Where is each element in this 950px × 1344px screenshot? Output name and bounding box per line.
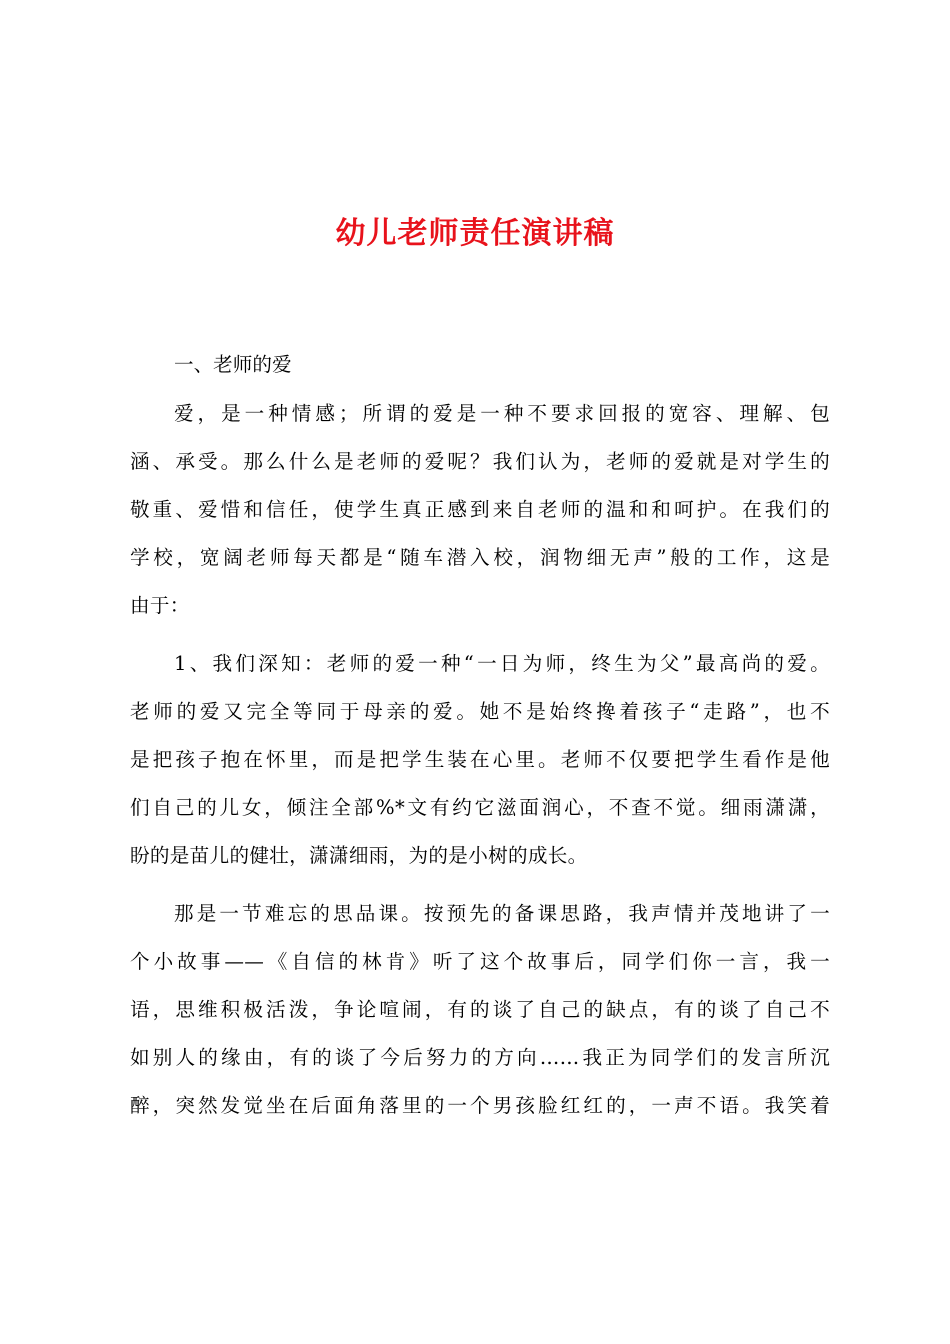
paragraph-line: 敬重、爱惜和信任，使学生真正感到来自老师的温和和呵护。在我们的 [130, 498, 830, 521]
paragraph-line: 们自己的儿女，倾注全部%*文有约它滋面润心，不查不觉。细雨潇潇， [130, 796, 830, 819]
paragraph-line: 由于： [130, 594, 190, 617]
paragraph-line: 盼的是苗儿的健壮，潇潇细雨，为的是小树的成长。 [130, 844, 588, 867]
paragraph-line: 涵、承受。那么什么是老师的爱呢？我们认为，老师的爱就是对学生的 [130, 450, 830, 473]
paragraph-line: 学校，宽阔老师每天都是“随车潜入校，润物细无声”般的工作，这是 [130, 546, 830, 569]
paragraph-line: 那是一节难忘的思品课。按预先的备课思路，我声情并茂地讲了一 [174, 902, 830, 925]
paragraph-line: 如别人的缘由，有的谈了今后努力的方向……我正为同学们的发言所沉 [130, 1046, 830, 1069]
paragraph-line: 是把孩子抱在怀里，而是把学生装在心里。老师不仅要把学生看作是他 [130, 748, 830, 771]
document-title: 幼儿老师责任演讲稿 [335, 216, 615, 251]
paragraph-2 [130, 640, 830, 880]
paragraph-line: 语，思维积极活泼，争论喧闹，有的谈了自己的缺点，有的谈了自己不 [130, 998, 830, 1021]
paragraph-line: 个小故事——《自信的林肯》听了这个故事后，同学们你一言，我一 [130, 950, 830, 973]
paragraph-1 [130, 390, 830, 630]
section-heading: 一、老师的爱 [174, 353, 292, 376]
paragraph-line: 1、我们深知：老师的爱一种“一日为师，终生为父”最高尚的爱。 [174, 652, 830, 675]
paragraph-line: 老师的爱又完全等同于母亲的爱。她不是始终搀着孩子“走路”，也不 [130, 700, 830, 723]
paragraph-line: 爱，是一种情感；所谓的爱是一种不要求回报的宽容、理解、包 [174, 402, 830, 425]
paragraph-line: 醉，突然发觉坐在后面角落里的一个男孩脸红红的，一声不语。我笑着 [130, 1094, 830, 1117]
paragraph-3 [130, 890, 830, 1130]
